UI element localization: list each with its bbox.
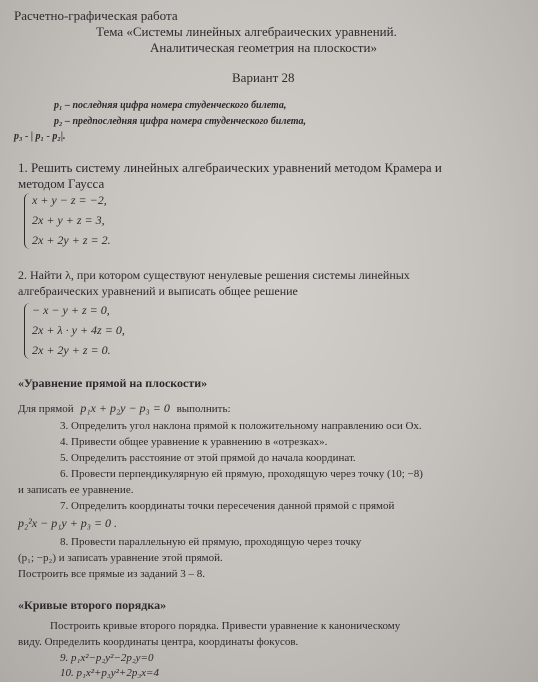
task1-text-line1: 1. Решить систему линейных алгебраических уравнений методом Крамера и — [18, 160, 442, 175]
task1-equation-3: 2x + 2y + z = 2. — [32, 233, 111, 247]
curves-text-line1: Построить кривые второго порядка. Привести уравнение к каноническому — [50, 620, 401, 632]
intro-prefix: Для прямой — [18, 403, 74, 415]
task1-equation-1: x + y − z = −2, — [32, 193, 107, 207]
variant-label: Вариант 28 — [232, 70, 295, 85]
task2-equation-2: 2x + λ · y + 4z = 0, — [32, 323, 125, 337]
item-6-line2: и записать ее уравнение. — [18, 484, 134, 496]
item-7-formula: p₂²x − p₁y + p₃ = 0 . — [18, 516, 118, 530]
item-8-line2: (p₁; −p₂) и записать уравнение этой прямой. — [18, 552, 223, 564]
item-9: 9. p₁x²−p₂y²−2p₂y=0 — [60, 652, 154, 664]
item-3: 3. Определить угол наклона прямой к положительному направлению оси Ox. — [60, 420, 422, 432]
section-curves-title: «Кривые второго порядка» — [18, 598, 167, 612]
item-8-line1: 8. Провести параллельную ей прямую, проходящую через точку — [60, 536, 362, 548]
task1-equation-2: 2x + y + z = 3, — [32, 213, 105, 227]
item-4: 4. Привести общее уравнение к уравнению в «отрезках». — [60, 436, 328, 448]
task2-text-line1: 2. Найти λ, при котором существуют ненулевые решения системы линейных — [18, 268, 410, 282]
item-5: 5. Определить расстояние от этой прямой до начала координат. — [60, 452, 356, 464]
intro-formula: p₁x + p₂y − p₃ = 0 — [80, 401, 170, 415]
section-line-intro — [18, 401, 231, 416]
param-p2: p₂ – предпоследняя цифра номера студенческого билета, — [54, 116, 307, 127]
item-10: 10. p₁x²+p₃y²+2p₃x=4 — [60, 667, 159, 679]
curves-text-line2: виду. Определить координаты центра, координаты фокусов. — [18, 636, 299, 648]
task1-text-line2: методом Гаусса — [18, 176, 105, 191]
work-title: Расчетно-графическая работа — [14, 8, 178, 23]
topic-line-2: Аналитическая геометрия на плоскости» — [150, 40, 377, 55]
item-6-line1: 6. Провести перпендикулярную ей прямую, проходящую через точку (10; −8) — [60, 468, 423, 480]
build-all-lines: Построить все прямые из заданий 3 – 8. — [18, 568, 206, 580]
task2-equation-1: − x − y + z = 0, — [32, 303, 110, 317]
param-p3: p₃ - | p₁ - p₂|. — [14, 131, 66, 142]
item-7-line1: 7. Определить координаты точки пересечения данной прямой с прямой — [60, 500, 395, 512]
intro-suffix: выполнить: — [176, 403, 231, 415]
param-p1: p₁ – последняя цифра номера студенческого билета, — [54, 100, 287, 111]
section-line-title: «Уравнение прямой на плоскости» — [18, 376, 208, 390]
task2-equation-3: 2x + 2y + z = 0. — [32, 343, 111, 357]
task2-text-line2: алгебраических уравнений и выписать общее решение — [18, 284, 298, 298]
task2-system-brace — [24, 303, 31, 359]
task1-system-brace — [24, 193, 31, 249]
topic-line-1: Тема «Системы линейных алгебраических уравнений. — [96, 24, 397, 39]
